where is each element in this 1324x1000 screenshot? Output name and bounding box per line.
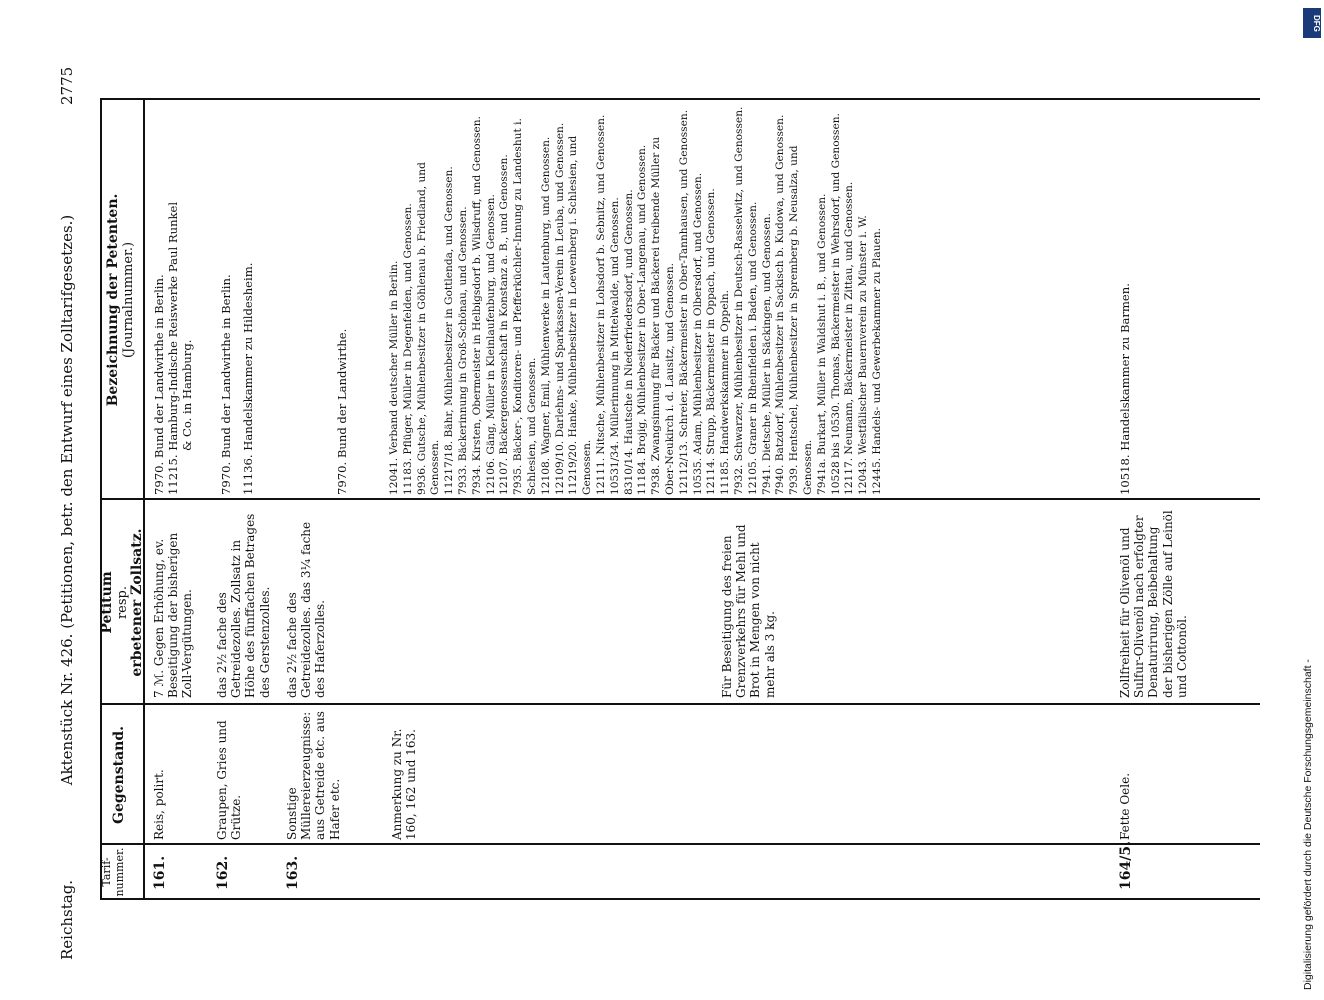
- table-top-rule: [100, 100, 102, 900]
- column-rule-1: [100, 898, 1260, 900]
- list-item: 11215. Hamburg-Indische Reiswerke Paul Runkel: [166, 201, 181, 495]
- list-item: 12106. Gäng, Müller in Kleinlaufenburg, und Genossen.: [484, 194, 497, 495]
- list-item: 12114. Strupp, Bäckermeister in Oppach, und Genossen.: [705, 188, 718, 495]
- list-item: 11219/20. Hanke, Mühlenbesitzer in Loewenberg i. Schlesien, und Genossen.: [567, 135, 594, 495]
- list-item: 11217/18. Bähr, Mühlenbesitzer in Gottlenda, und Genossen.: [443, 166, 456, 495]
- petitum-163: das 2½ fache des Getreidezolles. das 3¼ fache des Haferzolles.: [285, 521, 328, 698]
- list-item: 7970. Bund der Landwirthe in Berlin.: [152, 274, 166, 495]
- list-item: 12041. Verband deutscher Müller in Berlin.: [388, 260, 400, 495]
- list-item: 12108. Wagner, Emil, Mühlenwerke in Lautenburg, und Genossen.: [539, 136, 552, 495]
- petitum-161: 7 ℳ. Gegen Erhöhung, ev. Beseitigung der bisherigen Zoll-Vergütungen.: [152, 532, 195, 698]
- list-item: 7934. Kirsten, Obermeister in Helbigsdorf b. Wilsdruff, und Genossen.: [470, 116, 483, 495]
- column-rule-4: [100, 498, 1260, 500]
- petitioners-162: [215, 105, 259, 495]
- sidebar-credit: Digitalisierung gefördert durch die Deutsche Forschungsgemeinschaft -: [1302, 659, 1314, 990]
- list-item: 7938. Zwangsinnung für Bäcker und Bäckerei treibende Müller zu Ober-Neukirch i. d. Lausitz, und Genossen.: [650, 136, 676, 495]
- list-item: 10535. Adam, Mühlenbesitzer in Olbersdorf, und Genossen.: [691, 172, 704, 495]
- column-rule-3: [100, 703, 1260, 705]
- list-item: 7935. Bäcker-, Konditoren- und Pfefferküchler-Innung zu Landeshut i. Schlesien, und Genossen.: [512, 118, 538, 495]
- list-item: 7939. Hentschel, Mühlenbesitzer in Spremberg b. Neusalza, und Genossen.: [788, 145, 814, 495]
- list-item: 12117. Neumann, Bäckermeister in Zittau, und Genossen.: [843, 181, 856, 495]
- list-item: 12112/13. Schreier, Bäckermeister in Ober-Tannhausen, und Genossen.: [677, 109, 690, 495]
- tariff-number-161: 161.: [152, 855, 168, 890]
- col-petitum: Petitum resp. erbetener Zollsatz.: [99, 528, 145, 677]
- list-item: 12105. Graner in Rheinfelden i. Baden, und Genossen.: [746, 201, 759, 495]
- list-item: 11136. Handelskammer zu Hildesheim.: [241, 262, 255, 495]
- list-item: 7940. Batzdorf, Mühlenbesitzer in Sackisch b. Kudowa, und Genossen.: [774, 114, 787, 495]
- digitization-sidebar: [1300, 10, 1322, 990]
- col-subject: Gegenstand.: [111, 726, 127, 824]
- petitioners-164-5: [1118, 105, 1132, 495]
- subject-162: Graupen, Gries und Grütze.: [215, 720, 244, 840]
- tariff-number-162: 162.: [215, 855, 231, 890]
- petitioners-163a: [335, 105, 349, 495]
- subject-164-5: Fette Oele.: [1118, 772, 1132, 840]
- list-item: 10518. Handelskammer zu Barmen.: [1118, 283, 1132, 495]
- tariff-number-163: 163.: [285, 855, 301, 890]
- list-item: & Co. in Hamburg.: [180, 339, 195, 451]
- list-item: 7941a. Burkart, Müller in Waldshut i. B., und Genossen.: [815, 193, 828, 495]
- header-rule: [143, 100, 145, 900]
- subject-163: Sonstige Müllereierzeugnisse: aus Getreide etc. aus Hafer etc.: [285, 711, 342, 840]
- header-center: Aktenstück Nr. 426. (Petitionen, betr. den Entwurf eines Zolltarifgesetzes.): [58, 214, 76, 786]
- list-item: 11184. Brojig, Mühlenbesitzer in Ober-Langenau, und Genossen.: [636, 144, 649, 495]
- list-item: 7933. Bäckerinnung in Groß-Schönau, und Genossen.: [456, 206, 469, 495]
- petitioners-163b: [388, 105, 885, 495]
- petitum-162: das 2½ fache des Getreidezolles. Zollsatz in Höhe des fünffachen Betrages des Gerstenzolles.: [215, 513, 272, 698]
- petitum-164-5: Zollfreiheit für Olivenöl und Sulfur-Olivenöl nach erfolgter Denaturirung, Beibehaltung der bisherigen Zölle auf Leinöl und Cottonöl.: [1118, 510, 1189, 698]
- list-item: 12445. Handels- und Gewerbekammer zu Plauen.: [870, 227, 883, 495]
- list-item: 12111. Nitsche, Mühlenbesitzer in Lohsdorf b. Sebnitz, und Genossen.: [594, 114, 607, 495]
- subject-161: Reis, polirt.: [152, 769, 166, 840]
- petitum-163-border-traffic: Für Beseitigung des freien Grenzverkehrs für Mehl und Brot in Mengen von nicht mehr als 3 kg.: [720, 524, 777, 698]
- list-item: 11185. Handwerkskammer in Oppeln.: [719, 289, 732, 495]
- dfg-logo: DFG: [1303, 8, 1321, 38]
- note-163: Anmerkung zu Nr. 160, 162 und 163.: [390, 728, 419, 840]
- tariff-number-164-5: 164/5.: [1118, 841, 1134, 890]
- page-number: 2775: [58, 66, 76, 105]
- list-item: 7970. Bund der Landwirthe in Berlin.: [219, 274, 233, 495]
- list-item: 9936. Gutsche, Mühlenbesitzer in Göhlenau b. Friedland, und Genossen.: [415, 162, 442, 495]
- list-item: 12109/10. Darlehns- und Sparkassen-Verein in Leuba, und Genossen.: [553, 122, 566, 495]
- header-left: Reichstag.: [58, 879, 76, 960]
- list-item: 12107. Bäckergenossenschaft in Konstanz a. B., und Genossen.: [498, 154, 511, 495]
- list-item: 8310/14. Hautsche in Niederfriedersdorf, und Genossen.: [622, 189, 635, 495]
- list-item: 7932. Schwarzer, Mühlenbesitzer in Deutsch-Rasselwitz, und Genossen.: [732, 106, 745, 495]
- list-item: 7970. Bund der Landwirthe.: [335, 328, 349, 495]
- col-petitioners: Bezeichnung der Petenten. (Journalnummer.): [105, 193, 136, 407]
- list-item: 7941. Dietsche, Müller in Säckingen, und Genossen.: [760, 213, 773, 495]
- petitioners-161: [152, 105, 195, 495]
- list-item: 10531/34. Müllerinnung in Mittelwalde, und Genossen.: [608, 197, 621, 495]
- column-rule-5: [100, 98, 1260, 100]
- list-item: 10528 bis 10530. Thomas, Bäckermeister in Wehrsdorf, und Genossen.: [829, 113, 842, 495]
- list-item: 12043. Westfälischer Bauernverein zu Münster i. W.: [857, 215, 870, 495]
- list-item: 11183. Pflüger, Müller in Degenfelden, und Genossen.: [401, 203, 414, 495]
- col-tariff: Tarif-nummer.: [100, 847, 126, 897]
- column-rule-2: [100, 843, 1260, 845]
